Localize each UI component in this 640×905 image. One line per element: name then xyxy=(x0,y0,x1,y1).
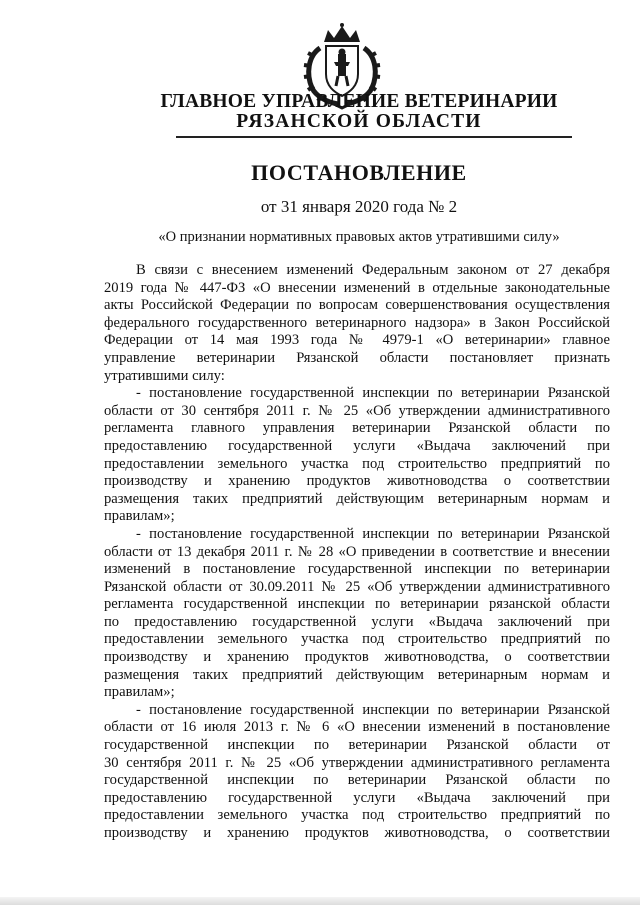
body-line: производству и хранению продуктов животноводства, о соответствии xyxy=(104,825,610,841)
organization-name-line1: ГЛАВНОЕ УПРАВЛЕНИЕ ВЕТЕРИНАРИИ xyxy=(160,91,558,112)
body-line: государственной инспекции по ветеринарии Рязанской области от xyxy=(104,737,610,754)
body-line: федерального государственного ветеринарного надзора» в Закон Российской xyxy=(104,314,610,331)
body-line: области от 30 сентября 2011 г. № 25 «Об утверждении административного xyxy=(104,402,610,419)
body-line: правилам»; xyxy=(104,684,175,701)
header-divider xyxy=(176,136,572,138)
document-type-title: ПОСТАНОВЛЕНИЕ xyxy=(251,160,467,185)
document-body xyxy=(104,262,610,843)
document-date-number: от 31 января 2020 года № 2 xyxy=(260,197,458,216)
body-line: предоставлении земельного участка под строительство предприятий по xyxy=(104,455,610,472)
body-line: предоставлении земельного участка под строительство предприятий по xyxy=(104,807,610,824)
body-line: предоставлению государственной услуги «Выдача заключений при xyxy=(104,437,610,454)
body-line: - постановление государственной инспекции по ветеринарии Рязанской xyxy=(136,525,610,542)
body-line: размещения таких предприятий действующим ветеринарным нормам и xyxy=(104,666,610,683)
body-line: производству и хранению продуктов животноводства о соответствии xyxy=(104,473,610,490)
body-line: области от 16 июля 2013 г. № 6 «О внесении изменений в постановление xyxy=(104,719,610,736)
body-line: В связи с внесением изменений Федеральным законом от 27 декабря xyxy=(136,262,610,278)
body-line: утратившими силу: xyxy=(104,367,225,384)
body-line: правилам»; xyxy=(104,508,175,525)
body-line: Рязанской области от 30.09.2011 № 25 «Об утверждении административного xyxy=(104,578,610,595)
body-line: предоставлении земельного участка под строительство предприятий по xyxy=(104,631,610,648)
body-line: Федерации от 14 мая 1993 года № 4979-1 «О ветеринарии» главное xyxy=(104,332,610,349)
body-line: предоставлению государственной услуги «Выдача заключений при xyxy=(104,789,610,806)
body-line: изменений в постановление государственной инспекции по ветеринарии xyxy=(104,561,610,578)
document-subject: «О признании нормативных правовых актов утратившими силу» xyxy=(158,229,560,245)
body-line: государственной инспекции по ветеринарии Рязанской области по xyxy=(104,772,610,789)
body-line: регламента государственной инспекции по ветеринарии рязанской области xyxy=(104,596,610,613)
body-line: размещения таких предприятий действующим ветеринарным нормам и xyxy=(104,490,610,507)
body-line: - постановление государственной инспекции по ветеринарии Рязанской xyxy=(136,385,610,402)
body-line: области от 13 декабря 2011 г. № 28 «О приведении в соответствие и внесении xyxy=(104,543,610,560)
body-line: 2019 года № 447-ФЗ «О внесении изменений в отдельные законодательные xyxy=(104,279,610,296)
body-line: производству и хранению продуктов животноводства, о соответствии xyxy=(104,649,610,666)
body-line: - постановление государственной инспекции по ветеринарии Рязанской xyxy=(136,701,610,718)
body-line: по предоставлению государственной услуги «Выдача заключений при xyxy=(104,613,610,630)
body-line: регламента главного управления ветеринарии Рязанской области по xyxy=(104,420,610,437)
scan-bottom-edge xyxy=(0,897,640,905)
body-line: акты Российской Федерации по вопросам совершенствования осуществления xyxy=(104,297,610,314)
body-line: 30 сентября 2011 г. № 25 «Об утверждении административного регламента xyxy=(104,754,610,771)
body-line: управление ветеринарии Рязанской области постановляет признать xyxy=(104,349,610,366)
organization-name-line2: РЯЗАНСКОЙ ОБЛАСТИ xyxy=(236,111,482,132)
